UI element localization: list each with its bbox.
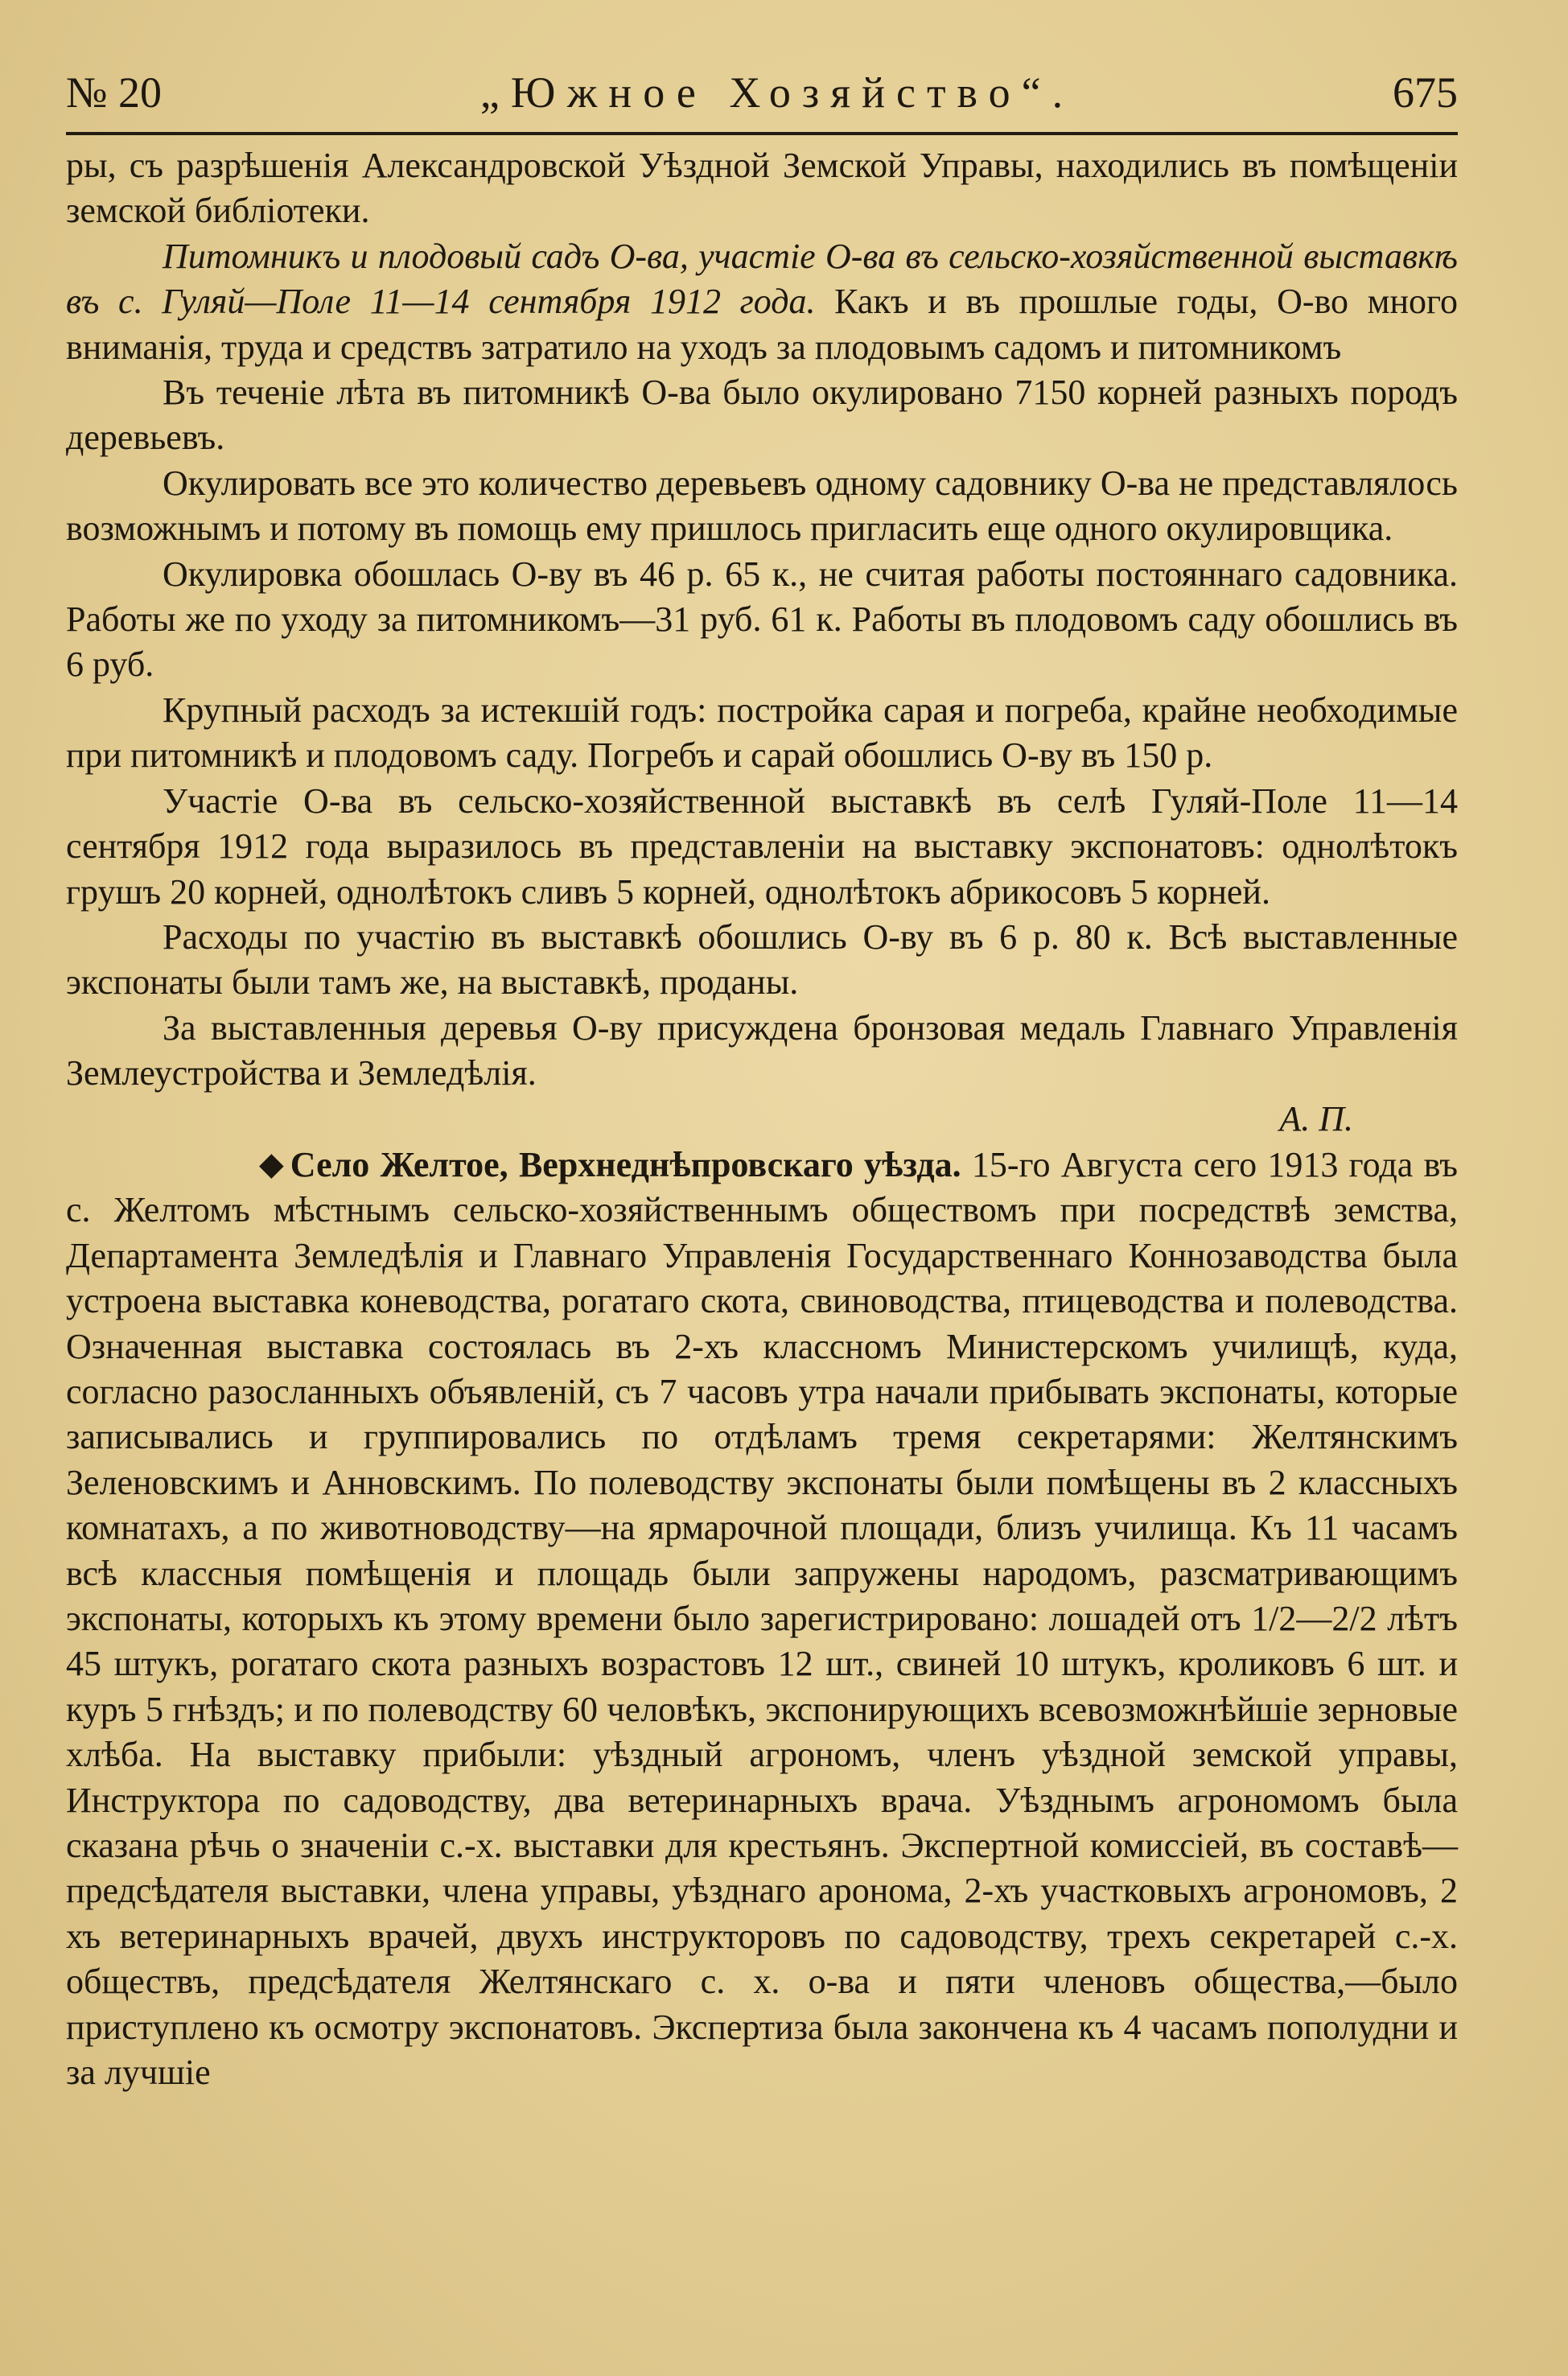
fraction-part: /2—2: [1269, 1599, 1350, 1638]
paragraph-text: Какъ и въ прошлые годы, О-во много вниманія, труда и средствъ затратило на уходъ за плодовымъ садомъ и питомникомъ: [66, 282, 1458, 367]
article-zheltoe: [66, 1142, 1458, 2096]
paragraph-continuation: ры, съ разрѣшенія Александровской Уѣздной Земской Управы, находились въ помѣщеніи земской библіотеки.: [66, 146, 1458, 231]
author-signature: А. П.: [1279, 1098, 1353, 1139]
paragraph: Расходы по участію въ выставкѣ обошлись О-ву въ 6 р. 80 к. Всѣ выставленные экспонаты были тамъ же, на выставкѣ, проданы.: [66, 916, 1458, 1003]
paragraph: Крупный расходъ за истекшій годъ: постройка сарая и погреба, крайне необходимые при питомникѣ и плодовомъ саду. Погребъ и сарай обошлись О-ву въ 150 р.: [66, 690, 1458, 776]
issue-number: № 20: [66, 68, 163, 117]
journal-page: [66, 68, 1458, 2095]
article-text: 15-го Августа сего 1913 года въ с. Желтомъ мѣстнымъ сельско-хозяйственнымъ обществомъ при посредствѣ земства, Департамента Земледѣлія и Главнаго Управленія Государственнаго Коннозаводства была устроена выставка коневодства, рогатаго скота, свиноводства, птицеводства и полеводства. Означенная выставка состоялась въ 2-хъ классномъ Министерскомъ училищѣ, куда, согласно разосланныхъ объявленій, съ 7 часовъ утра начали прибывать экспонаты, которые записывались и группировались по отдѣламъ тремя секретарями: Желтянскимъ Зеленовскимъ и Анновскимъ. По полеводству экспонаты были помѣщены въ 2 классныхъ комнатахъ, а по животноводству—на ярмарочной площади, близъ училища. Къ 11 часамъ всѣ классныя помѣщенія и площадь были запружены народомъ, разсматривающимъ экспонаты, которыхъ къ этому времени было зарегистрировано: лошадей отъ 1: [66, 1144, 1458, 1638]
body-text: [66, 143, 1458, 2095]
article-heading: Село Желтое, Верхнеднѣпровскаго уѣзда.: [290, 1144, 961, 1184]
paragraph: За выставленныя деревья О-ву присуждена бронзовая медаль Главнаго Управленія Землеустройства и Земледѣлія.: [66, 1007, 1458, 1093]
section-title-italic: Питомникъ и плодовый садъ О-ва, участіе О-ва въ сельско-хозяйственной выставкѣ въ с. Гуляй—Поле 11—14 сентября 1912 года.: [66, 236, 1458, 322]
paragraph: Окулировать все это количество деревьевъ одному садовнику О-ва не представлялось возможнымъ и потому въ помощь ему пришлось пригласить еще одного окулировщика.: [66, 463, 1458, 549]
ornament-icon: ◆: [259, 1145, 284, 1182]
paragraph: Въ теченіе лѣта въ питомникѣ О-ва было окулировано 7150 корней разныхъ породъ деревьевъ.: [66, 373, 1458, 458]
journal-title: „Южное Хозяйство“.: [479, 68, 1075, 117]
article-text: /2 лѣтъ 45 штукъ, рогатаго скота разныхъ возрастовъ 12 шт., свиней 10 штукъ, кроликовъ 6 шт. и куръ 5 гнѣздъ; и по полеводству 60 человѣкъ, экспонирующихъ всевозможнѣйшіе зерновые хлѣба. На выставку прибыли: уѣздный агрономъ, членъ уѣздной земской управы, Инструктора по садоводству, два ветеринарныхъ врача. Уѣзднымъ агрономомъ была сказана рѣчь о значеніи с.-х. выставки для крестьянъ. Экспертной комиссіей, въ составѣ—предсѣдателя выставки, члена управы, уѣзднаго аронома, 2-хъ участковыхъ агрономовъ, 2 хъ ветеринарныхъ врачей, двухъ инструкторовъ по садоводству, трехъ секретарей с.-х. обществъ, предсѣдателя Желтянскаго с. х. о-ва и пяти членовъ общества,—было приступлено къ осмотру экспонатовъ. Экспертиза была закончена къ 4 часамъ пополудни и за лучшіе: [66, 1599, 1458, 2093]
paragraph: Участіе О-ва въ сельско-хозяйственной выставкѣ въ селѣ Гуляй-Поле 11—14 сентября 1912 года выразилось въ представленіи на выставку экспонатовъ: однолѣтокъ грушъ 20 корней, однолѣтокъ сливъ 5 корней, однолѣтокъ абрикосовъ 5 корней.: [66, 780, 1458, 912]
page-header: [66, 68, 1458, 135]
paragraph: Окулировка обошлась О-ву въ 46 р. 65 к., не считая работы постояннаго садовника. Работы же по уходу за питомникомъ—31 руб. 61 к. Работы въ плодовомъ саду обошлись въ 6 руб.: [66, 554, 1458, 685]
page-number: 675: [1392, 68, 1458, 117]
paragraph-nursery: [66, 234, 1458, 370]
